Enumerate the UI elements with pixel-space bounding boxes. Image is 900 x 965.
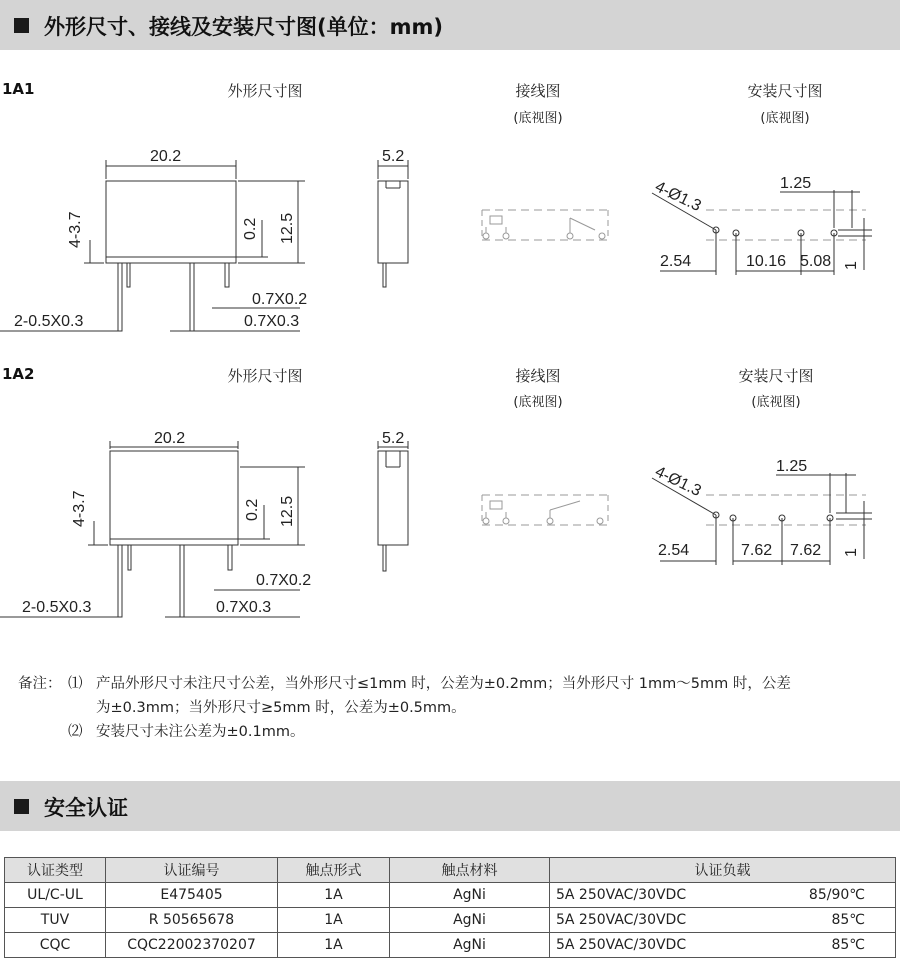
notes-prefix: 备注：: [18, 676, 62, 692]
pin: [127, 263, 130, 287]
cell-cert-number: CQC22002370207: [106, 933, 278, 958]
cell-cert-type: CQC: [5, 933, 106, 958]
dim-pin-b: 0.7X0.3: [216, 599, 272, 616]
wiring-caption: 接线图: [515, 82, 561, 100]
dim-depth: 5.2: [382, 430, 405, 447]
dim-pin-length: 4-3.7: [71, 490, 88, 527]
variant-label-1a2: 1A2: [2, 365, 35, 383]
outline-caption: 外形尺寸图: [227, 367, 303, 385]
load-temperature: 85℃: [831, 937, 865, 953]
section-title: 外形尺寸、接线及安装尺寸图(单位：mm): [44, 15, 443, 39]
outline-caption: 外形尺寸图: [227, 82, 303, 100]
note-2-line: 安装尺寸未注公差为±0.1mm。: [96, 724, 305, 740]
header-cert-load: 认证负载: [550, 858, 896, 883]
mount-subcaption: (底视图): [751, 395, 801, 410]
cell-contact-material: AgNi: [390, 908, 550, 933]
pin: [225, 263, 229, 287]
header-contact-form: 触点形式: [278, 858, 390, 883]
dim-pin-c: 2-0.5X0.3: [14, 313, 84, 330]
dim-width: 20.2: [154, 430, 186, 447]
relay-body-outline: [106, 181, 236, 263]
cell-cert-number: E475405: [106, 883, 278, 908]
dim-depth: 5.2: [382, 148, 405, 165]
wiring-subcaption: (底视图): [513, 111, 563, 126]
variant-label-1a1: 1A1: [2, 80, 35, 98]
cell-contact-form: 1A: [278, 908, 390, 933]
pin: [118, 263, 122, 331]
table-row: [5, 883, 896, 908]
dim-pitch2: 5.08: [800, 253, 832, 270]
pin: [190, 263, 194, 331]
dim-pitch2: 7.62: [790, 542, 822, 559]
table-header-row: [5, 858, 896, 883]
header-contact-material: 触点材料: [390, 858, 550, 883]
header-cert-number: 认证编号: [106, 858, 278, 883]
cell-cert-number: R 50565678: [106, 908, 278, 933]
dim-pitch1: 7.62: [741, 542, 773, 559]
note-1-mark: ⑴: [68, 676, 83, 692]
section-title: 安全认证: [44, 796, 128, 820]
relay-body-outline: [110, 451, 238, 545]
note-1-line-1: 产品外形尺寸未注尺寸公差，当外形尺寸≤1mm 时，公差为±0.2mm；当外形尺寸 1mm～5mm 时，公差: [96, 676, 791, 692]
load-temperature: 85℃: [831, 912, 865, 928]
pin: [228, 545, 232, 570]
mount-caption: 安装尺寸图: [747, 82, 823, 100]
mount-caption: 安装尺寸图: [738, 367, 814, 385]
dim-pin-c: 2-0.5X0.3: [22, 599, 92, 616]
section-header-safety: [0, 781, 900, 831]
table-row: [5, 908, 896, 933]
dim-height: 12.5: [279, 212, 296, 244]
dim-gap: 0.2: [244, 498, 261, 521]
dim-pin-a: 0.7X0.2: [256, 572, 312, 589]
dim-first: 2.54: [658, 542, 690, 559]
mount-subcaption: (底视图): [760, 111, 810, 126]
square-bullet-icon: [14, 799, 29, 814]
cell-cert-type: UL/C-UL: [5, 883, 106, 908]
dim-row: 1: [843, 261, 860, 270]
dim-holes: 4-Ø1.3: [652, 178, 704, 216]
dim-first: 2.54: [660, 253, 692, 270]
dim-width: 20.2: [150, 148, 182, 165]
cell-cert-load: [550, 908, 896, 933]
cell-cert-type: TUV: [5, 908, 106, 933]
wiring-subcaption: (底视图): [513, 395, 563, 410]
pin: [118, 545, 122, 617]
dim-pin-a: 0.7X0.2: [252, 291, 308, 308]
cell-contact-form: 1A: [278, 933, 390, 958]
header-cert-type: 认证类型: [5, 858, 106, 883]
note-2-mark: ⑵: [68, 724, 83, 740]
dim-offset: 1.25: [776, 458, 808, 475]
table-row: [5, 933, 896, 958]
dim-height: 12.5: [279, 495, 296, 527]
wiring-diagram: [482, 210, 608, 240]
dim-holes: 4-Ø1.3: [652, 463, 704, 501]
section-header-dimensions: [0, 0, 900, 50]
load-temperature: 85/90℃: [808, 887, 865, 903]
cell-contact-material: AgNi: [390, 933, 550, 958]
wiring-diagram: [482, 495, 608, 525]
dim-row: 1: [843, 548, 860, 557]
cell-cert-load: [550, 883, 896, 908]
cell-cert-load: [550, 933, 896, 958]
dim-gap: 0.2: [242, 217, 259, 240]
drawings-1a1: [0, 130, 900, 350]
dim-offset: 1.25: [780, 175, 812, 192]
load-rating: 5A 250VAC/30VDC: [556, 937, 687, 953]
square-bullet-icon: [14, 18, 29, 33]
dim-pin-length: 4-3.7: [67, 211, 84, 248]
load-rating: 5A 250VAC/30VDC: [556, 887, 687, 903]
cell-contact-material: AgNi: [390, 883, 550, 908]
dim-pin-b: 0.7X0.3: [244, 313, 300, 330]
cell-contact-form: 1A: [278, 883, 390, 908]
wiring-caption: 接线图: [515, 367, 561, 385]
relay-side-outline: [378, 181, 408, 263]
certification-table: [4, 857, 896, 958]
pin: [180, 545, 184, 617]
pin: [128, 545, 131, 570]
load-rating: 5A 250VAC/30VDC: [556, 912, 687, 928]
dim-pitch1: 10.16: [746, 253, 787, 270]
drawings-1a2: [0, 415, 900, 630]
note-1-line-2: 为±0.3mm；当外形尺寸≥5mm 时，公差为±0.5mm。: [96, 700, 466, 716]
relay-side-outline: [378, 451, 408, 545]
